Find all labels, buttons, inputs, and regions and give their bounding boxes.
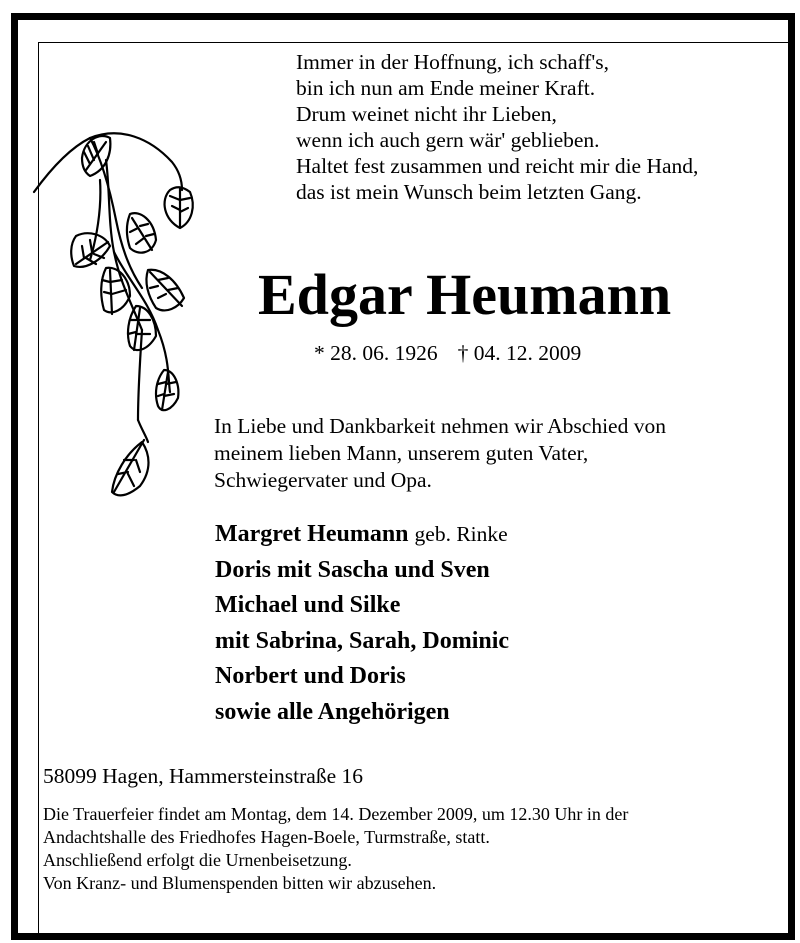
family-member: mit Sabrina, Sarah, Dominic [215, 627, 510, 654]
details-line: Von Kranz- und Blumenspenden bitten wir abzusehen. [43, 873, 437, 893]
family-member: Michael und Silke [215, 592, 401, 618]
address: 58099 Hagen, Hammersteinstraße 16 [43, 764, 364, 788]
farewell-message [214, 413, 666, 494]
poem-line: Immer in der Hoffnung, ich schaff's, [296, 50, 609, 74]
poem-line: bin ich nun am Ende meiner Kraft. [296, 76, 596, 100]
family-list [215, 517, 509, 730]
poem-line: Drum weinet nicht ihr Lieben, [296, 102, 557, 126]
life-dates [314, 340, 581, 366]
poem-line: das ist mein Wunsch beim letzten Gang. [296, 180, 642, 204]
poem [296, 49, 698, 205]
details-line: Andachtshalle des Friedhofes Hagen-Boele, Turmstraße, statt. [43, 827, 490, 847]
family-member: Doris mit Sascha und Sven [215, 556, 490, 583]
details-line: Die Trauerfeier findet am Montag, dem 14. Dezember 2009, um 12.30 Uhr in der [43, 804, 629, 824]
family-member: Norbert und Doris [215, 663, 406, 689]
widow-name: Margret Heumann [215, 521, 409, 547]
birch-branch-icon [30, 130, 210, 510]
death-date: † 04. 12. 2009 [457, 341, 582, 365]
birth-date: * 28. 06. 1926 [314, 341, 438, 365]
widow-maiden-name: geb. Rinke [414, 522, 508, 546]
poem-line: wenn ich auch gern wär' geblieben. [296, 128, 600, 152]
message-line: meinem lieben Mann, unserem guten Vater, [214, 441, 589, 465]
details-line: Anschließend erfolgt die Urnenbeisetzung. [43, 850, 352, 870]
poem-line: Haltet fest zusammen und reicht mir die Hand, [296, 154, 699, 178]
widow-line [215, 517, 509, 553]
deceased-name: Edgar Heumann [258, 262, 672, 327]
message-line: Schwiegervater und Opa. [214, 468, 432, 492]
family-member: sowie alle Angehörigen [215, 698, 450, 725]
funeral-details [43, 803, 628, 895]
message-line: In Liebe und Dankbarkeit nehmen wir Abschied von [214, 414, 666, 438]
